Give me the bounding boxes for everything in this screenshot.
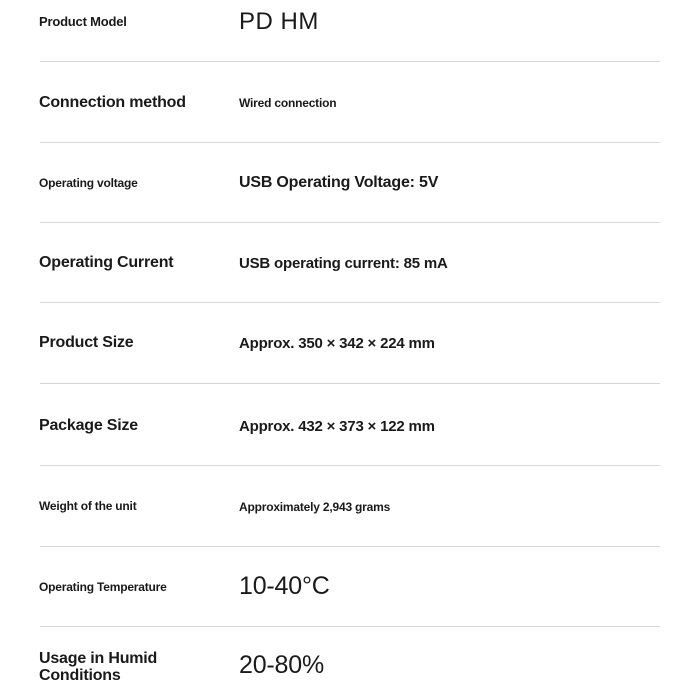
spec-label-operating-current: Operating Current xyxy=(39,254,174,271)
row-divider xyxy=(40,546,660,547)
spec-value-humidity: 20-80% xyxy=(239,651,324,679)
row-divider xyxy=(40,465,660,466)
spec-label-package-size: Package Size xyxy=(39,417,138,434)
row-divider xyxy=(40,626,660,627)
spec-label-connection-method: Connection method xyxy=(39,94,186,111)
spec-label-humidity xyxy=(39,650,157,684)
spec-label-weight: Weight of the unit xyxy=(39,499,137,513)
spec-label-operating-temperature: Operating Temperature xyxy=(39,580,167,594)
row-divider xyxy=(40,302,660,303)
spec-label-product-size: Product Size xyxy=(39,334,134,351)
spec-value-operating-temperature: 10-40°C xyxy=(239,572,330,600)
spec-label-operating-voltage: Operating voltage xyxy=(39,176,138,190)
row-divider xyxy=(40,222,660,223)
spec-value-weight: Approximately 2,943 grams xyxy=(239,500,391,514)
spec-value-package-size: Approx. 432 × 373 × 122 mm xyxy=(239,418,435,435)
row-divider xyxy=(40,142,660,143)
spec-value-connection-method: Wired connection xyxy=(239,96,337,110)
spec-value-product-size: Approx. 350 × 342 × 224 mm xyxy=(239,335,435,352)
spec-value-operating-current: USB operating current: 85 mA xyxy=(239,255,448,272)
spec-value-product-model: PD HM xyxy=(239,8,319,35)
row-divider xyxy=(40,61,660,62)
spec-label-product-model: Product Model xyxy=(39,14,127,29)
spec-value-operating-voltage: USB Operating Voltage: 5V xyxy=(239,174,439,191)
spec-label-humidity-line2: Conditions xyxy=(39,667,121,684)
row-divider xyxy=(40,383,660,384)
spec-label-humidity-line1: Usage in Humid xyxy=(39,650,158,667)
